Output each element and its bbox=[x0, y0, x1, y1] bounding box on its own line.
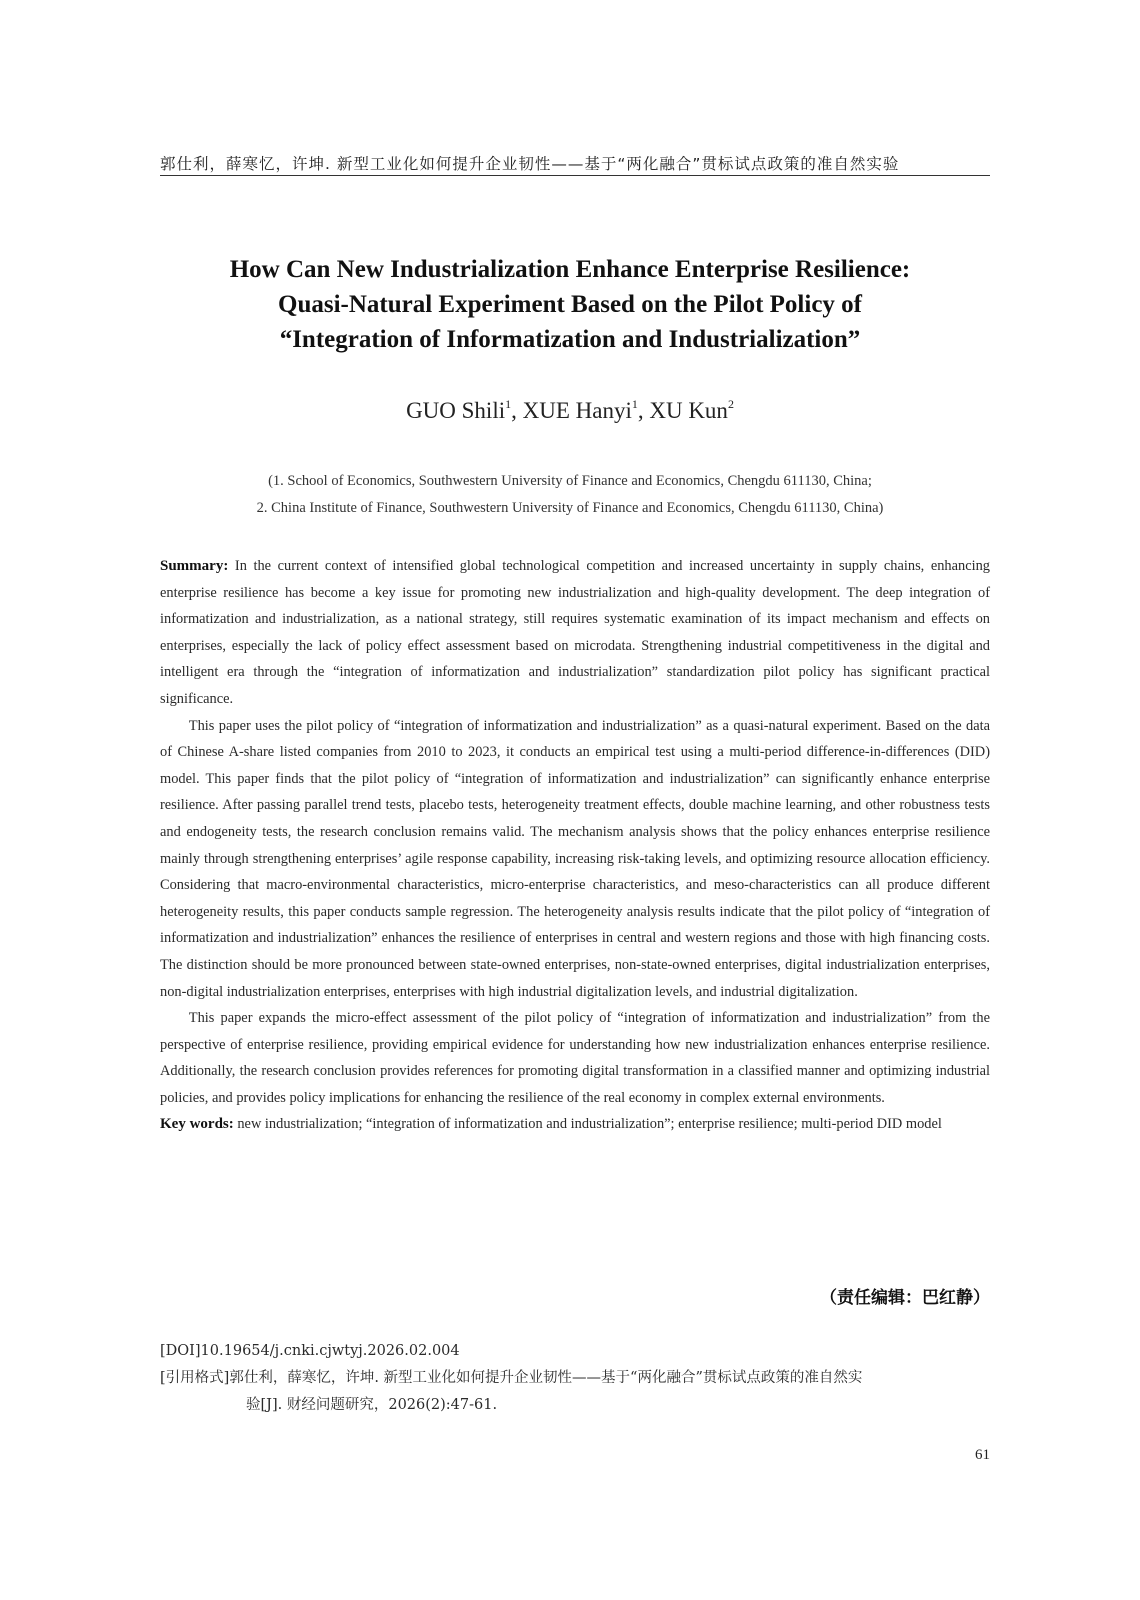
page-number: 61 bbox=[975, 1447, 990, 1463]
author-separator: , bbox=[511, 398, 523, 423]
affiliations bbox=[140, 468, 1000, 522]
abstract-paragraph-3: This paper expands the micro-effect assessment of the pilot policy of “integration of informatization and industrialization” from the perspective of enterprise resilience, providing empirical evidence for understanding how new industrialization enhances enterprise resilience. Additionally, the research conclusion provides references for promoting digital transformation in a classified manner and optimizing industrial policies, and provides policy implications for enhancing the resilience of the real economy in complex external environments. bbox=[160, 1010, 990, 1106]
keywords bbox=[160, 1111, 990, 1138]
keywords-text: new industrialization; “integration of informatization and industrialization”; enterprise resilience; multi-period DID model bbox=[237, 1116, 942, 1133]
author-name: XU Kun bbox=[649, 398, 728, 423]
summary-label: Summary: bbox=[160, 558, 229, 574]
article-references bbox=[160, 1338, 990, 1419]
title-line-3: “Integration of Informatization and Industrialization” bbox=[279, 326, 861, 353]
author-separator: , bbox=[637, 398, 650, 423]
author-name: GUO Shili bbox=[406, 398, 506, 423]
abstract bbox=[160, 553, 990, 1138]
affiliation-1: (1. School of Economics, Southwestern University of Finance and Economics, Chengdu 611130, China; bbox=[268, 473, 872, 489]
affiliation-2: 2. China Institute of Finance, Southwestern University of Finance and Economics, Chengdu 611130, China) bbox=[256, 500, 884, 516]
header-rule bbox=[160, 175, 990, 176]
author-affil-mark: 2 bbox=[727, 397, 734, 411]
abstract-paragraph-2: This paper uses the pilot policy of “integration of informatization and industrialization” as a quasi-natural experiment. Based on the data of Chinese A-share listed companies from 2010 to 2023, it conducts an empirical test using a multi-period difference-in-differences (DID) model. This paper finds that the pilot policy of “integration of informatization and industrialization” can significantly enhance enterprise resilience. After passing parallel trend tests, placebo tests, heterogeneity treatment effects, double machine learning, and other robustness tests and endogeneity tests, the research conclusion remains valid. The mechanism analysis shows that the policy enhances enterprise resilience mainly through strengthening enterprises’ agile response capability, increasing risk-taking levels, and optimizing resource allocation efficiency. Considering that macro-environmental characteristics, micro-enterprise characteristics, and meso-characteristics can all produce different heterogeneity results, this paper conducts sample regression. The heterogeneity analysis results indicate that the pilot policy of “integration of informatization and industrialization” enhances the resilience of enterprises in central and western regions and those with high financing costs. The distinction should be more pronounced between state-owned enterprises, non-state-owned enterprises, digital industrialization enterprises, non-digital industrialization enterprises, enterprises with high industrial digitalization levels, and industrial digitalization. bbox=[160, 717, 990, 1000]
editor-note: （责任编辑：巴红静） bbox=[820, 1288, 990, 1308]
title-line-2: Quasi-Natural Experiment Based on the Pilot Policy of bbox=[278, 291, 862, 318]
citation-line-2: 验[J]. 财经问题研究，2026(2):47-61. bbox=[246, 1397, 498, 1413]
doi: [DOI]10.19654/j.cnki.cjwtyj.2026.02.004 bbox=[160, 1343, 460, 1359]
abstract-text: In the current context of intensified global technological competition and increased uncertainty in supply chains, enhancing enterprise resilience has become a key issue for promoting new industrialization and high-quality development. The deep integration of informatization and industrialization, as a national strategy, still requires systematic examination of its impact mechanism and effects on enterprises, especially the lack of policy effect assessment based on microdata. Strengthening industrial competitiveness in the digital and intelligent era through the “integration of informatization and industrialization” standardization pilot policy has significant practical significance. bbox=[160, 558, 990, 707]
author-affil-mark: 1 bbox=[631, 397, 638, 411]
abstract-paragraph-1 bbox=[160, 553, 990, 713]
author-name: XUE Hanyi bbox=[522, 398, 632, 423]
citation-line-1: [引用格式]郭仕利，薛寒忆，许坤. 新型工业化如何提升企业韧性——基于“两化融合”贯标试点政策的准自然实 bbox=[160, 1370, 863, 1386]
author-affil-mark: 1 bbox=[505, 397, 512, 411]
article-title bbox=[140, 252, 1000, 357]
title-line-1: How Can New Industrialization Enhance Enterprise Resilience: bbox=[229, 256, 911, 283]
keywords-label: Key words: bbox=[160, 1116, 234, 1133]
author-list bbox=[140, 398, 1000, 424]
running-header: 郭仕利，薛寒忆，许坤. 新型工业化如何提升企业韧性——基于“两化融合”贯标试点政策的准自然实验 bbox=[160, 155, 900, 173]
